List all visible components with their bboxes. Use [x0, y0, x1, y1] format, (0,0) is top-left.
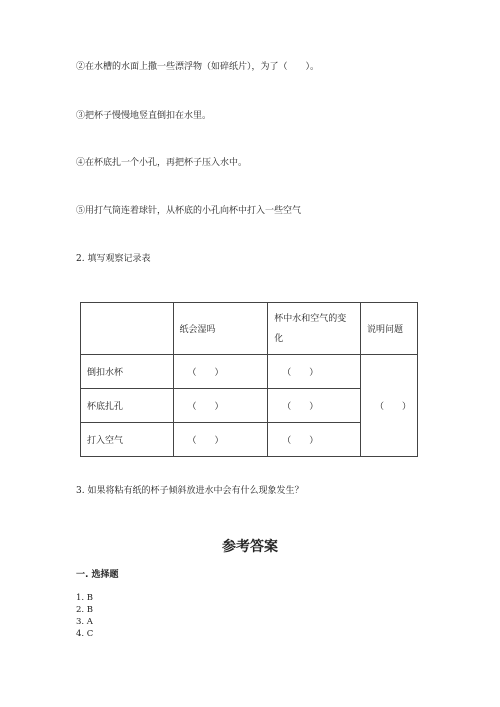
row-label: 倒扣水杯 — [81, 355, 174, 389]
section-title: 一. 选择题 — [76, 570, 119, 580]
merged-explanation-cell: （ ） — [360, 355, 417, 457]
row-label: 杯底扎孔 — [81, 389, 174, 423]
row-cell: （ ） — [173, 423, 268, 457]
row-cell: （ ） — [268, 423, 361, 457]
row-cell: （ ） — [268, 355, 361, 389]
answer-item: 2. B — [76, 605, 94, 615]
header-empty — [81, 303, 174, 355]
header-water-air-change: 杯中水和空气的变化 — [268, 303, 361, 355]
answer-title: 参考答案 — [222, 539, 278, 555]
header-paper-wet: 纸会湿吗 — [173, 303, 268, 355]
answer-item: 3. A — [76, 617, 93, 627]
question-3: 3. 如果将粘有纸的杯子倾斜放进水中会有什么现象发生？ — [76, 486, 304, 496]
observation-table — [80, 302, 418, 457]
step-4: ④在杯底扎一个小孔，再把杯子压入水中。 — [76, 158, 248, 168]
step-2: ②在水槽的水面上撒一些漂浮物（如碎纸片），为了（ ）。 — [76, 62, 320, 72]
header-explanation: 说明问题 — [360, 303, 417, 355]
row-cell: （ ） — [268, 389, 361, 423]
table-row — [81, 355, 418, 389]
step-5: ⑤用打气筒连着球针，从杯底的小孔向杯中打入一些空气 — [76, 206, 302, 216]
table-header-row — [81, 303, 418, 355]
answer-item: 4. C — [76, 629, 94, 639]
answer-item: 1. B — [76, 593, 94, 603]
step-3: ③把杯子慢慢地竖直倒扣在水里。 — [76, 111, 212, 121]
row-cell: （ ） — [173, 389, 268, 423]
question-2: 2. 填写观察记录表 — [76, 254, 151, 264]
row-cell: （ ） — [173, 355, 268, 389]
row-label: 打入空气 — [81, 423, 174, 457]
